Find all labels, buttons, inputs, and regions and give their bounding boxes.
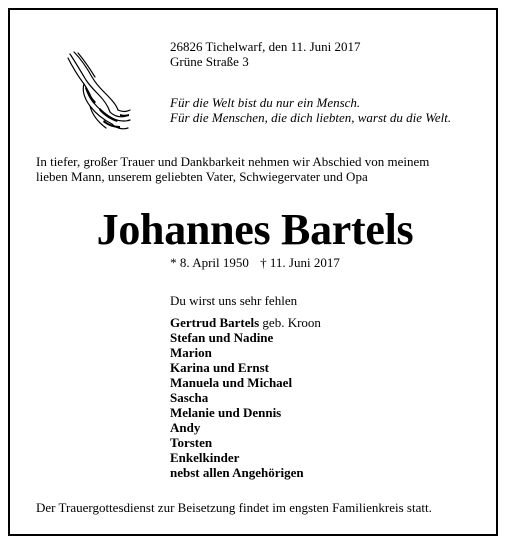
mourner-primary-suffix: geb. Kroon [259, 315, 321, 330]
quote-line-1: Für die Welt bist du nur ein Mensch. [170, 95, 361, 110]
mourners-list [170, 315, 321, 480]
mourner-entry: Sascha [170, 390, 209, 405]
mourner-primary-name: Gertrud Bartels [170, 315, 260, 330]
mourner-entry: Melanie und Dennis [170, 405, 282, 420]
death-date: † 11. Juni 2017 [260, 255, 340, 270]
memorial-quote [170, 95, 451, 125]
farewell-line: Du wirst uns sehr fehlen [170, 293, 298, 308]
intro-text [36, 154, 429, 184]
mourner-entry: nebst allen Angehörigen [170, 465, 304, 480]
quote-line-2: Für die Menschen, die dich liebten, warst du die Welt. [170, 110, 452, 125]
praying-hands-icon [60, 50, 136, 132]
deceased-name: Johannes Bartels [96, 205, 414, 254]
intro-line-1: In tiefer, großer Trauer und Dankbarkeit nehmen wir Abschied von meinem [36, 154, 430, 169]
mourner-primary [170, 315, 321, 330]
street-address: Grüne Straße 3 [170, 54, 249, 69]
intro-line-2: lieben Mann, unserem geliebten Vater, Schwiegervater und Opa [36, 169, 368, 184]
mourner-entry: Torsten [170, 435, 213, 450]
mourner-entry: Enkelkinder [170, 450, 240, 465]
life-dates [0, 255, 510, 270]
place-and-date: 26826 Tichelwarf, den 11. Juni 2017 [170, 39, 361, 54]
funeral-notice: Der Trauergottesdienst zur Beisetzung findet im engsten Familienkreis statt. [36, 500, 432, 515]
mourner-entry: Stefan und Nadine [170, 330, 274, 345]
birth-date: * 8. April 1950 [170, 255, 249, 270]
mourner-entry: Andy [170, 420, 201, 435]
mourner-entry: Karina und Ernst [170, 360, 269, 375]
address-block [170, 39, 361, 69]
mourner-entry: Marion [170, 345, 212, 360]
mourner-entry: Manuela und Michael [170, 375, 293, 390]
